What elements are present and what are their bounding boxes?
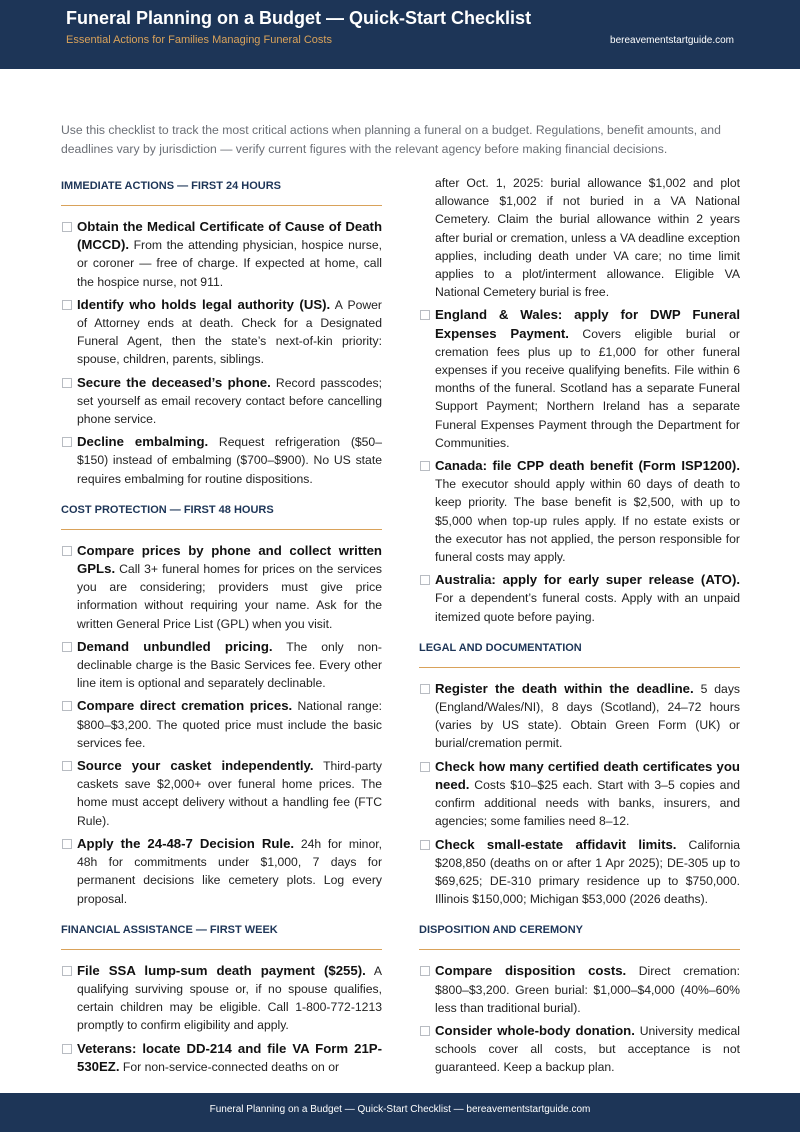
checkbox[interactable]	[62, 546, 72, 556]
checklist-item	[61, 542, 382, 633]
checklist-item	[419, 571, 740, 626]
checklist-item	[419, 1022, 740, 1077]
checklist	[61, 218, 382, 488]
checkbox[interactable]	[62, 1044, 72, 1054]
item-lead: Obtain the Medical Certificate of Cause of Death (MCCD).	[77, 219, 382, 253]
item-text: For a dependent’s funeral costs. Apply with an unpaid itemized quote before paying.	[435, 591, 740, 624]
right-column	[419, 176, 740, 1082]
item-text: The executor should apply within 60 days of death to keep priority. The base benefit is $2,500, with up to $5,000 when top-up rules apply. If no estate exists or the executor has not applied, the person responsible for funeral costs may apply.	[435, 477, 740, 565]
item-text: Costs $10–$25 each. Start with 3–5 copies and confirm additional needs with banks, insurers, and agencies; some families need 8–12.	[435, 777, 740, 829]
item-lead: Compare direct cremation prices.	[77, 698, 293, 714]
item-lead: England & Wales: apply for DWP Funeral Expenses Payment.	[435, 307, 740, 341]
checklist-item	[419, 758, 740, 831]
section-cost-protection	[61, 500, 382, 908]
section-financial-assistance	[61, 920, 382, 1076]
item-text: For non-service-connected deaths on or	[119, 1059, 340, 1074]
item-text: National range: $800–$3,200. The quoted price must include the basic services fee.	[77, 699, 383, 750]
page-footer	[0, 1093, 800, 1132]
item-lead: Register the death within the deadline.	[435, 680, 694, 696]
checkbox[interactable]	[62, 839, 72, 849]
checklist-item	[61, 1040, 382, 1076]
checkbox[interactable]	[420, 840, 430, 850]
item-lead: Australia: apply for early super release (ATO).	[435, 572, 740, 588]
left-column	[61, 176, 382, 1081]
checklist-item	[419, 306, 740, 452]
site-url: bereavementstartguide.com	[610, 35, 734, 46]
item-lead: Check how many certified death certificates you need.	[435, 758, 740, 792]
checklist-item	[61, 697, 382, 752]
item-text: A qualifying surviving spouse or, if no spouse qualifies, certain children may be eligible. Call 1-800-772-1213 promptly to confirm eligibility and apply.	[77, 963, 383, 1033]
checklist-item	[61, 835, 382, 908]
intro-paragraph: Use this checklist to track the most critical actions when planning a funeral on a budget. Regulations, benefit amounts, and deadlines vary by jurisdiction — verify current figures with the relevant agency before making financial decisions.	[61, 123, 721, 156]
item-lead: Identify who holds legal authority (US).	[77, 296, 331, 312]
checkbox[interactable]	[62, 701, 72, 711]
page-subtitle: Essential Actions for Families Managing Funeral Costs	[66, 34, 332, 46]
item-lead: Source your casket independently.	[77, 758, 314, 774]
item-lead: Demand unbundled pricing.	[77, 638, 273, 654]
checkbox[interactable]	[62, 966, 72, 976]
checkbox[interactable]	[62, 300, 72, 310]
item-text: Third-party caskets save $2,000+ over funeral home prices. The home must accept delivery without a handling fee (FTC Rule).	[77, 759, 382, 828]
section-heading: IMMEDIATE ACTIONS — FIRST 24 HOURS	[61, 176, 382, 206]
checklist-item	[419, 836, 740, 909]
checkbox[interactable]	[62, 222, 72, 232]
checklist-item-continuation: after Oct. 1, 2025: burial allowance $1,002 and plot allowance $1,002 if not buried in a VA National Cemetery. Claim the burial allowance within 2 years after burial or cremation, unless a VA deadline exception applies, including death under VA care; no time limit applies to a plot/interment allowance. Eligible VA National Cemetery burial is free.	[435, 176, 740, 300]
checkbox[interactable]	[62, 642, 72, 652]
checklist	[61, 962, 382, 1076]
section-heading: COST PROTECTION — FIRST 48 HOURS	[61, 500, 382, 530]
item-text: Request refrigeration ($50–$150) instead of embalming ($700–$900). No US state requires embalming for routine dispositions.	[77, 435, 382, 486]
checklist	[419, 962, 740, 1076]
item-text: California $208,850 (deaths on or after 1 Apr 2025); DE-305 up to $69,625; DE-310 primary residence up to $750,000. Illinois $150,000; Michigan $53,000 (2026 deaths).	[435, 837, 740, 907]
checkbox[interactable]	[420, 310, 430, 320]
checkbox[interactable]	[420, 461, 430, 471]
item-lead: Secure the deceased’s phone.	[77, 374, 271, 390]
checklist-item	[61, 638, 382, 693]
checkbox[interactable]	[62, 761, 72, 771]
section-immediate-actions	[61, 176, 382, 488]
item-text: Call 3+ funeral homes for prices on the services you are considering; providers must give price information without requiring your name. Ask for the written General Price List (GPL) when you visit.	[77, 562, 382, 631]
item-text: Direct cremation: $800–$3,200. Green burial: $1,000–$4,000 (40%–60% less than traditional burial).	[435, 964, 740, 1015]
checklist-item	[61, 433, 382, 488]
item-lead: Compare prices by phone and collect written GPLs.	[77, 542, 382, 577]
item-lead: Canada: file CPP death benefit (Form ISP1200).	[435, 458, 740, 474]
item-text: The only non-declinable charge is the Basic Services fee. Every other line item is optional and separately declinable.	[77, 639, 382, 691]
checklist-item	[61, 757, 382, 830]
item-text: Covers eligible burial or cremation fees plus up to £1,000 for other funeral expenses if you receive qualifying benefits. File within 6 months of the funeral. Scotland has a separate Funeral Support Payment; Northern Ireland has a separate Funeral Expenses Payment through the Department for Communities.	[435, 326, 740, 450]
checklist-item	[61, 218, 382, 291]
page-title: Funeral Planning on a Budget — Quick-Start Checklist	[66, 8, 532, 28]
section-heading: LEGAL AND DOCUMENTATION	[419, 638, 740, 668]
footer-text: Funeral Planning on a Budget — Quick-Start Checklist — bereavementstartguide.com	[209, 1104, 591, 1115]
item-text: Record passcodes; set yourself as email recovery contact before cancelling phone service.	[77, 375, 382, 427]
checklist-item	[61, 962, 382, 1035]
checkbox[interactable]	[420, 575, 430, 585]
section-heading: FINANCIAL ASSISTANCE — FIRST WEEK	[61, 920, 382, 950]
checkbox[interactable]	[420, 1026, 430, 1036]
checklist	[419, 306, 740, 625]
checkbox[interactable]	[62, 378, 72, 388]
checklist-item	[61, 374, 382, 429]
checkbox[interactable]	[420, 966, 430, 976]
checkbox[interactable]	[420, 762, 430, 772]
item-text: From the attending physician, hospice nurse, or coroner — free of charge. If expected at home, call the hospice nurse, not 911.	[77, 238, 382, 289]
item-lead: Check small-estate affidavit limits.	[435, 836, 677, 852]
checklist-item	[419, 457, 740, 566]
checklist	[419, 680, 740, 908]
item-text: 5 days (England/Wales/NI), 8 days (Scotland), 24–72 hours (varies by US state). Obtain Green Form (UK) or burial/cremation permit.	[435, 681, 741, 751]
section-heading: DISPOSITION AND CEREMONY	[419, 920, 740, 950]
item-text: University medical schools cover all costs, but acceptance is not guaranteed. Keep a backup plan.	[435, 1023, 740, 1075]
checklist-item	[419, 962, 740, 1017]
checklist	[61, 542, 382, 908]
section-disposition-ceremony	[419, 920, 740, 1076]
checkbox[interactable]	[420, 684, 430, 694]
item-lead: Compare disposition costs.	[435, 963, 627, 979]
checkbox[interactable]	[62, 437, 72, 447]
item-lead: Veterans: locate DD-214 and file VA Form 21P-530EZ.	[77, 1040, 382, 1074]
item-text: A Power of Attorney ends at death. Check for a Designated Funeral Agent, then the state’s next-of-kin priority: spouse, children, parents, siblings.	[77, 297, 382, 367]
item-text: 24h for minor, 48h for commitments under $1,000, 7 days for permanent decisions like cemetery plots. Log every proposal.	[77, 836, 383, 906]
checklist-item	[61, 296, 382, 369]
item-lead: File SSA lump-sum death payment ($255).	[77, 962, 366, 978]
item-lead: Consider whole-body donation.	[435, 1022, 635, 1038]
page-header	[0, 0, 800, 69]
item-lead: Apply the 24-48-7 Decision Rule.	[77, 835, 295, 851]
section-legal-documentation	[419, 638, 740, 908]
item-lead: Decline embalming.	[77, 434, 209, 450]
checklist-item	[419, 680, 740, 753]
